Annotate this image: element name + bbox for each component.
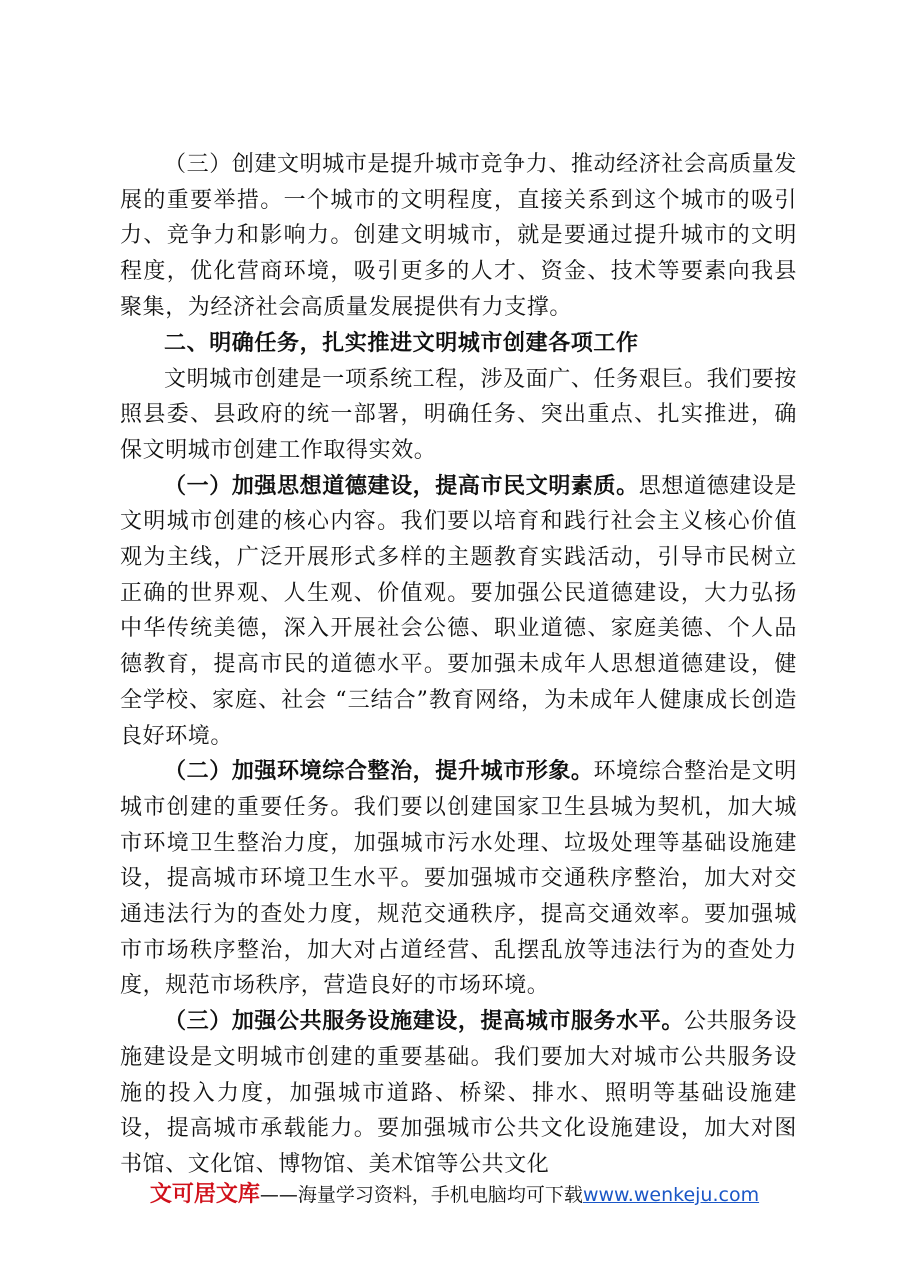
paragraph-5-text: 公共服务设施建设是文明城市创建的重要基础。我们要加大对城市公共服务设施的投入力度，加强城市道路、桥梁、排水、照明等基础设施建设，提高城市承载能力。要加强城市公共文化设施建设，加大对图书馆、文化馆、博物馆、美术馆等公共文化	[120, 1009, 797, 1177]
footer-banner	[0, 1180, 909, 1210]
paragraph-3	[120, 469, 797, 755]
paragraph-1-text: （三）创建文明城市是提升城市竞争力、推动经济社会高质量发展的重要举措。一个城市的文明程度，直接关系到这个城市的吸引力、竞争力和影响力。创建文明城市，就是要通过提升城市的文明程度，优化营商环境，吸引更多的人才、资金、技术等要素向我县聚集，为经济社会高质量发展提供有力支撑。	[120, 152, 797, 320]
document-body	[120, 147, 797, 1183]
paragraph-1	[120, 147, 797, 326]
paragraph-2-text: 文明城市创建是一项系统工程，涉及面广、任务艰巨。我们要按照县委、县政府的统一部署，明确任务、突出重点、扎实推进，确保文明城市创建工作取得实效。	[120, 366, 797, 463]
paragraph-4-text: 环境综合整治是文明城市创建的重要任务。我们要以创建国家卫生县城为契机，加大城市环境卫生整治力度，加强城市污水处理、垃圾处理等基础设施建设，提高城市环境卫生水平。要加强城市交通秩序整治，加大对交通违法行为的查处力度，规范交通秩序，提高交通效率。要加强城市市场秩序整治，加大对占道经营、乱摆乱放等违法行为的查处力度，规范市场秩序，营造良好的市场环境。	[120, 759, 798, 999]
paragraph-4	[120, 754, 797, 1004]
footer-site-link[interactable]: www.wenkeju.com	[582, 1184, 760, 1206]
paragraph-2	[120, 362, 797, 469]
paragraph-3-text: 思想道德建设是文明城市创建的核心内容。我们要以培育和践行社会主义核心价值观为主线，广泛开展形式多样的主题教育实践活动，引导市民树立正确的世界观、人生观、价值观。要加强公民道德建设，大力弘扬中华传统美德，深入开展社会公德、职业道德、家庭美德、个人品德教育，提高市民的道德水平。要加强未成年人思想道德建设，健全学校、家庭、社会 “三结合”教育网络，为未成年人健康成长创造良好环境。	[120, 473, 797, 749]
paragraph-5	[120, 1004, 797, 1183]
footer-brand: 文可居文库	[149, 1182, 260, 1207]
paragraph-3-lead: （一）加强思想道德建设，提高市民文明素质。	[164, 473, 639, 499]
paragraph-5-lead: （三）加强公共服务设施建设，提高城市服务水平。	[164, 1009, 684, 1035]
paragraph-4-lead: （二）加强环境综合整治，提升城市形象。	[164, 759, 594, 785]
footer-slogan: ——海量学习资料，手机电脑均可下载	[259, 1184, 583, 1206]
section-heading-2: 二、明确任务，扎实推进文明城市创建各项工作	[164, 330, 639, 356]
